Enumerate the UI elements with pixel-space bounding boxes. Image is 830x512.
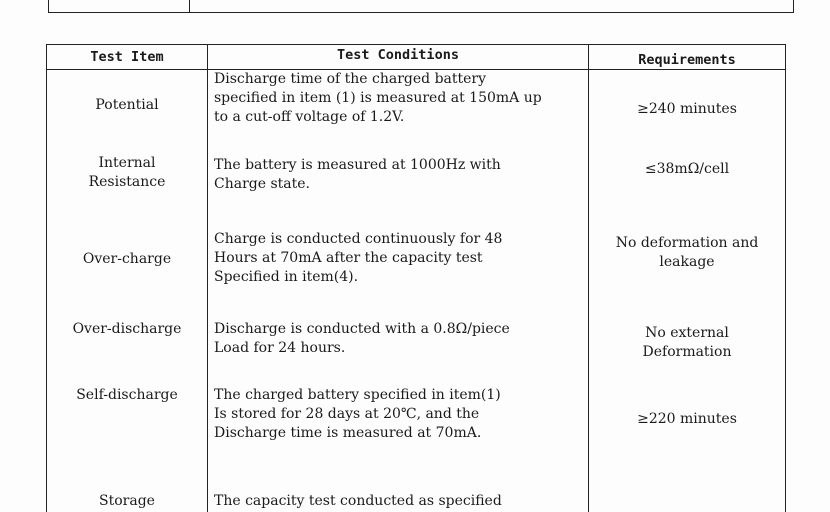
- table-row: [47, 70, 786, 150]
- test-item-label: Storage: [99, 492, 155, 509]
- column-divider: [189, 0, 190, 12]
- requirement-cell: [589, 226, 786, 318]
- requirement-cell: [589, 318, 786, 384]
- test-item-label: Resistance: [88, 173, 166, 190]
- condition-line: Discharge time of the charged battery: [214, 71, 487, 87]
- condition-line: Discharge time is measured at 70mA.: [214, 424, 482, 441]
- condition-line: Load for 24 hours.: [214, 339, 346, 356]
- table-row: [47, 384, 786, 472]
- requirement-text: ≥240 minutes: [637, 101, 737, 117]
- requirement-cell: [589, 70, 786, 150]
- requirement-text: leakage: [659, 253, 715, 270]
- test-item-cell: [47, 226, 208, 318]
- test-item-label: Self-discharge: [76, 386, 178, 403]
- test-item-cell: [47, 150, 208, 226]
- condition-line: The capacity test conducted as specified: [214, 492, 502, 509]
- table-row: [47, 150, 786, 226]
- test-condition-cell: [208, 70, 589, 150]
- test-condition-cell: [208, 150, 589, 226]
- condition-line: specified in item (1) is measured at 150mA up: [214, 90, 542, 106]
- condition-line: Specified in item(4).: [214, 268, 359, 285]
- test-item-label: Potential: [95, 97, 159, 113]
- table-row: [47, 318, 786, 384]
- requirement-text: No deformation and: [615, 234, 759, 251]
- test-spec-table: [46, 44, 786, 512]
- table-header-row: [47, 45, 786, 70]
- header-requirements: Requirements: [589, 45, 786, 70]
- condition-line: Charge is conducted continuously for 48: [214, 230, 503, 247]
- header-test-conditions: Test Conditions: [208, 45, 589, 70]
- requirement-text: ≤38mΩ/cell: [644, 160, 730, 177]
- condition-line: Charge state.: [214, 175, 310, 192]
- table-row: [47, 472, 786, 512]
- test-item-cell: [47, 472, 208, 512]
- condition-line: Is stored for 28 days at 20℃, and the: [214, 405, 480, 422]
- requirement-cell: [589, 384, 786, 472]
- condition-line: to a cut-off voltage of 1.2V.: [214, 109, 405, 125]
- test-item-label: Over-discharge: [72, 320, 182, 337]
- test-condition-cell: [208, 384, 589, 472]
- previous-table-fragment: [48, 0, 794, 13]
- header-test-item: Test Item: [47, 45, 208, 70]
- requirement-cell: [589, 150, 786, 226]
- requirement-text: Deformation: [642, 343, 732, 360]
- test-item-label: Over-charge: [82, 250, 172, 267]
- requirement-text: No external: [645, 324, 729, 341]
- condition-line: Discharge is conducted with a 0.8Ω/piece: [214, 320, 510, 337]
- test-condition-cell: [208, 226, 589, 318]
- test-item-cell: [47, 384, 208, 472]
- condition-line: The charged battery specified in item(1): [214, 386, 501, 403]
- condition-line: The battery is measured at 1000Hz with: [214, 156, 501, 173]
- table-row: [47, 226, 786, 318]
- test-item-cell: [47, 318, 208, 384]
- test-item-label: Internal: [98, 154, 156, 171]
- requirement-text: ≥220 minutes: [637, 410, 737, 427]
- test-condition-cell: [208, 472, 589, 512]
- test-condition-cell: [208, 318, 589, 384]
- requirement-cell: [589, 472, 786, 512]
- condition-line: Hours at 70mA after the capacity test: [214, 249, 483, 266]
- test-item-cell: [47, 70, 208, 150]
